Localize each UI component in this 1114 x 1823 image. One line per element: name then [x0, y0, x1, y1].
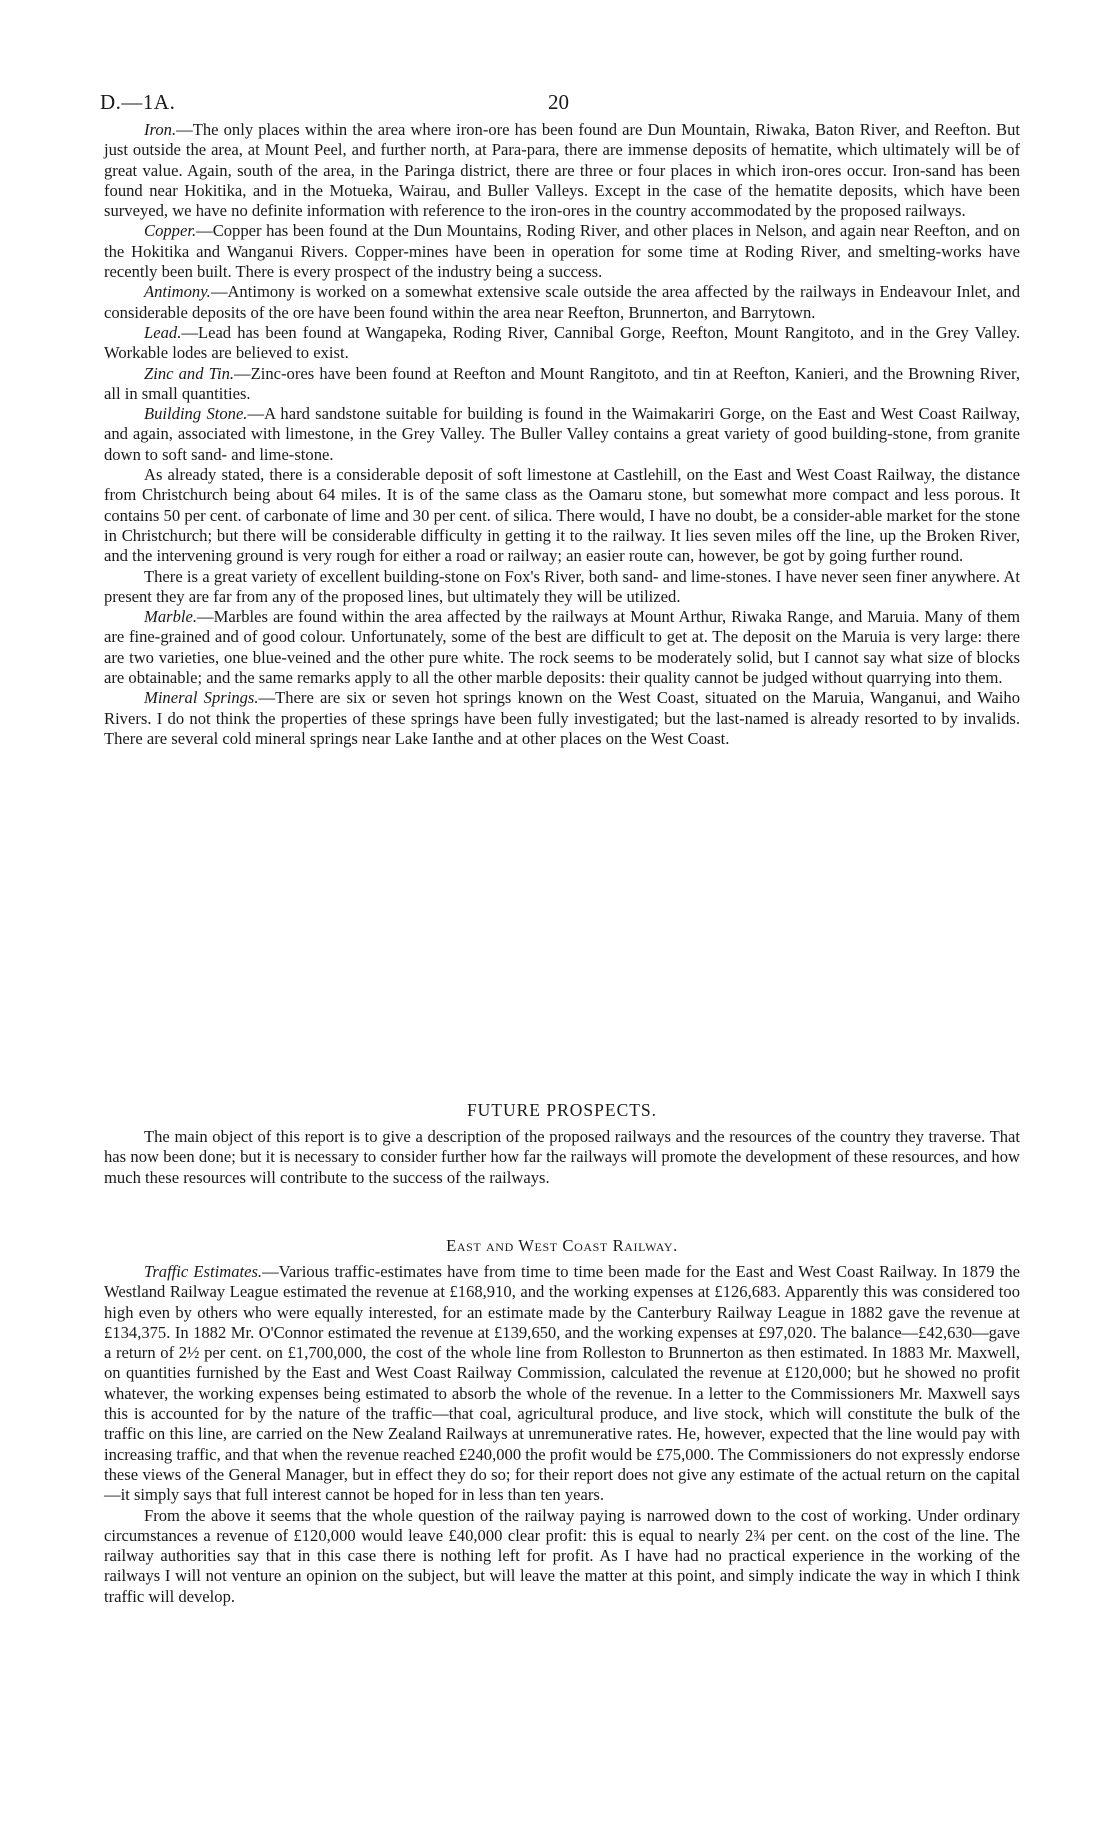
- paragraph-body: From the above it seems that the whole question of the railway paying is narrowed down to the cost of working. Under ordinary circumstances a revenue of £120,000 would leave £40,000 clear profit: this is equal to nearly 2¾ per cent. on the cost of the line. The railway authorities say that in this case there is nothing left for profit. As I have had no practical experience in the working of the railways I will not venture an opinion on the subject, but will leave the matter at this point, and simply indicate the way in which I think traffic will develop.: [104, 1505, 1020, 1606]
- paragraph-antimony: [104, 282, 1020, 323]
- paragraph-lead: Building Stone.: [144, 404, 248, 424]
- paragraph-lead: Antimony.: [144, 282, 211, 302]
- document-reference: D.—1A.: [100, 90, 176, 114]
- east-west-railway-heading: East and West Coast Railway.: [446, 1236, 678, 1255]
- paragraph-castlehill: [104, 465, 1020, 566]
- paragraph-lead: Iron.: [144, 120, 177, 139]
- paragraph-lead: Lead.: [144, 322, 182, 342]
- paragraph-zinc-tin: [104, 364, 1020, 405]
- paragraph-iron: [104, 120, 1020, 221]
- paragraph-cost-of-working: [104, 1506, 1020, 1607]
- future-prospects-section: [104, 1100, 1020, 1188]
- paragraph-body: —Various traffic-estimates have from time to time been made for the East and West Coast Railway. In 1879 the Westland Railway League estimated the revenue at £168,910, and the working expenses at £126,683. Apparently this was considered too high even by others who were equally interested, for an estimate made by the Canterbury Railway League in 1882 gave the revenue at £134,375. In 1882 Mr. O'Connor estimated the revenue at £139,650, and the working expenses at £97,020. The balance—£42,630—gave a return of 2½ per cent. on £1,700,000, the cost of the whole line from Rolleston to Brunnerton as then estimated. In 1883 Mr. Maxwell, on quantities furnished by the East and West Coast Railway Commission, calculated the revenue at £120,000; but he showed no profit whatever, the working expenses being estimated to absorb the whole of the revenue. In a letter to the Commissioners Mr. Maxwell says this is accounted for by the nature of the traffic—that coal, agricultural produce, and live stock, which will constitute the bulk of the traffic on this line, are carried on the New Zealand Railways at unremunerative rates. He, however, expected that the line would pay with increasing traffic, and that when the revenue reached £240,000 the profit would be £75,000. The Commissioners do not expressly endorse these views of the General Manager, but in effect they do so; for their report does not give any estimate of the actual return on the capital—it simply says that full interest cannot be hoped for in less than ten years.: [104, 1262, 1020, 1505]
- minerals-section: [104, 120, 1020, 749]
- paragraph-body: —A hard sandstone suitable for building is found in the Waimakariri Gorge, on the East and West Coast Railway, and again, associated with limestone, in the Grey Valley. The Buller Valley contains a great variety of good building-stone, from granite down to soft sand- and lime-stone.: [104, 404, 1020, 464]
- paragraph-traffic-estimates: [104, 1262, 1020, 1506]
- page-number: 20: [548, 90, 569, 114]
- paragraph-body: —The only places within the area where iron-ore has been found are Dun Mountain, Riwaka, Baton River, and Reefton. But just outside the area, at Mount Peel, and further north, at Para-para, there are immense deposits of hematite, which ultimately will be of great value. Again, south of the area, in the Paringa district, there are three or four places in which iron-ores occur. Iron-sand has been found near Hokitika, and in the Motueka, Wairau, and Buller Valleys. Except in the case of the hematite deposits, which have been surveyed, we have no definite information with reference to the iron-ores in the country accommodated by the proposed railways.: [104, 120, 1020, 221]
- paragraph-body: —Lead has been found at Wangapeka, Roding River, Cannibal Gorge, Reefton, Mount Rangitoto, and in the Grey Valley. Workable lodes are believed to exist.: [104, 322, 1020, 363]
- paragraph-lead: Copper.: [144, 221, 197, 241]
- paragraph-body: —Marbles are found within the area affected by the railways at Mount Arthur, Riwaka Range, and Maruia. Many of them are fine-grained and of good colour. Unfortunately, some of the best are difficult to get at. The deposit on the Maruia is very large: there are two varieties, one blue-veined and the other pure white. The rock seems to be moderately solid, but I cannot say what size of blocks are obtainable; and the same remarks apply to all the other marble deposits: their quality cannot be judged without quarrying into them.: [104, 607, 1020, 688]
- future-prospects-heading: FUTURE PROSPECTS.: [466, 1100, 658, 1120]
- paragraph-body: There is a great variety of excellent building-stone on Fox's River, both sand- and lime-stones. I have never seen finer anywhere. At present they are far from any of the proposed lines, but ultimately they will be utilized.: [104, 566, 1020, 606]
- paragraph-fox-river: [104, 567, 1020, 608]
- paragraph-lead: Zinc and Tin.: [144, 363, 235, 383]
- paragraph-body: —Copper has been found at the Dun Mountains, Roding River, and other places in Nelson, and again near Reefton, and on the Hokitika and Wanganui Rivers. Copper-mines have been in operation for some time at Roding River, and smelting-works have recently been built. There is every prospect of the industry being a success.: [104, 221, 1020, 282]
- paragraph-lead: Mineral Springs.: [144, 688, 259, 708]
- paragraph-copper: [104, 221, 1020, 282]
- paragraph-body: —There are six or seven hot springs known on the West Coast, situated on the Maruia, Wanganui, and Waiho Rivers. I do not think the properties of these springs have been fully investigated; but the last-named is already resorted to by invalids. There are several cold mineral springs near Lake Ianthe and at other places on the West Coast.: [104, 688, 1020, 748]
- paragraph-body: As already stated, there is a considerable deposit of soft limestone at Castlehill, on the East and West Coast Railway, the distance from Christchurch being about 64 miles. It is of the same class as the Oamaru stone, but somewhat more compact and less porous. It contains 50 per cent. of carbonate of lime and 30 per cent. of silica. There would, I have no doubt, be a consider-able market for the stone in Christchurch; but there will be considerable difficulty in getting it to the railway. It lies seven miles off the line, up the Broken River, and the intervening ground is very rough for either a road or railway; an easier route can, however, be got by going further round.: [104, 465, 1020, 566]
- paragraph-body: —Antimony is worked on a somewhat extensive scale outside the area affected by the railways in Endeavour Inlet, and considerable deposits of the ore have been found within the area near Reefton, Brunnerton, and Barrytown.: [104, 282, 1020, 322]
- paragraph-lead: Traffic Estimates.: [144, 1262, 263, 1281]
- paragraph-mineral-springs: [104, 688, 1020, 749]
- paragraph-building-stone: [104, 404, 1020, 465]
- future-prospects-intro: The main object of this report is to give a description of the proposed railways and the resources of the country they traverse. That has now been done; but it is necessary to consider further how far the railways will promote the development of these resources, and how much these resources will contribute to the success of the railways.: [104, 1127, 1020, 1187]
- paragraph-lead-metal: [104, 323, 1020, 364]
- paragraph-body: —Zinc-ores have been found at Reefton and Mount Rangitoto, and tin at Reefton, Kanieri, and the Browning River, all in small quantities.: [104, 363, 1020, 403]
- paragraph-marble: [104, 607, 1020, 688]
- east-west-railway-section: [104, 1236, 1020, 1607]
- page-header: [100, 90, 1020, 120]
- paragraph-lead: Marble.: [144, 607, 197, 627]
